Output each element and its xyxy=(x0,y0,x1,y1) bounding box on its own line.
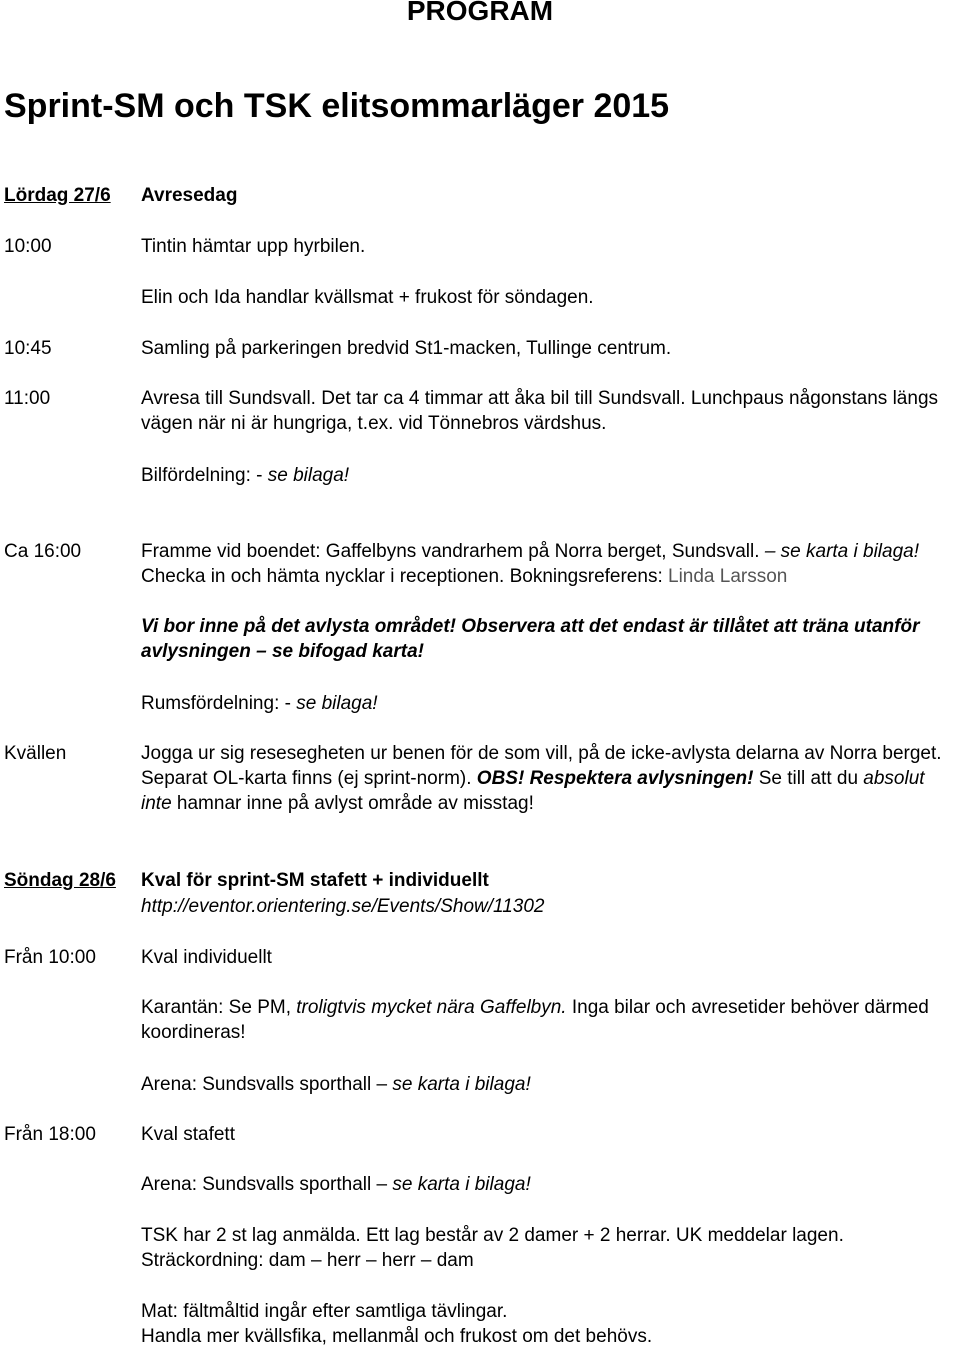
document-title: PROGRAM xyxy=(406,0,554,26)
attachment-reference: se bilaga! xyxy=(296,693,378,714)
notice-text: OBS! Respektera avlysningen! xyxy=(476,768,754,789)
entry-text: Handla mer kvällsfika, mellanmål och frukost om det behövs. xyxy=(141,1326,653,1347)
entry-text-part: Bilfördelning: - xyxy=(141,465,268,486)
entry-time: Kvällen xyxy=(4,743,67,764)
entry-time: 11:00 xyxy=(4,388,51,409)
entry-text-part: Checka in och hämta nycklar i receptionen. Bokningsreferens: xyxy=(141,566,668,587)
entry-text: Kval stafett xyxy=(141,1124,235,1145)
entry-text xyxy=(141,539,960,589)
entry-text-part: Karantän: Se PM, xyxy=(141,997,297,1018)
entry-text xyxy=(141,995,960,1045)
entry-text xyxy=(141,463,960,488)
entry-text: Sträckordning: dam – herr – herr – dam xyxy=(141,1250,474,1271)
emphasis-text: absolut inte xyxy=(141,768,925,814)
entry-text: TSK har 2 st lag anmälda. Ett lag består av 2 damer + 2 herrar. UK meddelar lagen. xyxy=(141,1225,844,1246)
map-reference: se karta i bilaga! xyxy=(392,1174,531,1195)
booking-reference: Linda Larsson xyxy=(668,566,788,587)
entry-text xyxy=(141,691,960,716)
entry-text-part: Framme vid boendet: Gaffelbyns vandrarhem på Norra berget, Sundsvall. xyxy=(141,541,765,562)
event-link[interactable]: http://eventor.orientering.se/Events/Show/11302 xyxy=(141,896,545,917)
day-title: Kval för sprint-SM stafett + individuellt xyxy=(141,870,489,891)
entry-text-part: Arena: Sundsvalls sporthall – xyxy=(141,1074,393,1095)
entry-text xyxy=(141,1072,960,1097)
warning-text: Vi bor inne på det avlysta området! Observera att det endast är tillåtet att träna utanför avlysningen – se bifogad karta! xyxy=(141,616,920,662)
entry-text: Kval individuellt xyxy=(141,947,272,968)
entry-time: 10:00 xyxy=(4,236,52,257)
entry-text: Avresa till Sundsvall. Det tar ca 4 timmar att åka bil till Sundsvall. Lunchpaus någonstans längs vägen när ni är hungriga, t.ex. vid Tönnebros värdshus. xyxy=(141,388,939,434)
entry-time: Från 18:00 xyxy=(4,1124,96,1145)
entry-text-part: Arena: Sundsvalls sporthall – xyxy=(141,1174,393,1195)
entry-text-part: Inga bilar och avresetider behöver därmed koordineras! xyxy=(141,997,929,1043)
entry-text: Tintin hämtar upp hyrbilen. xyxy=(141,236,366,257)
entry-text xyxy=(141,1172,960,1197)
day-date: Söndag 28/6 xyxy=(4,870,116,891)
entry-text: Samling på parkeringen bredvid St1-macken, Tullinge centrum. xyxy=(141,338,672,359)
day-title: Avresedag xyxy=(141,185,238,206)
entry-text-part: Se till att du xyxy=(753,768,864,789)
attachment-reference: se bilaga! xyxy=(267,465,350,486)
entry-time: Ca 16:00 xyxy=(4,541,82,562)
entry-text-part: Rumsfördelning: - xyxy=(141,693,297,714)
entry-text xyxy=(141,741,960,816)
entry-time: Från 10:00 xyxy=(4,947,96,968)
day-date: Lördag 27/6 xyxy=(4,185,111,206)
entry-text: Elin och Ida handlar kvällsmat + frukost för söndagen. xyxy=(141,287,594,308)
page-heading: Sprint-SM och TSK elitsommarläger 2015 xyxy=(4,87,670,125)
map-reference: – se karta i bilaga! xyxy=(764,541,920,562)
entry-text-part: hamnar inne på avlyst område av misstag! xyxy=(171,793,534,814)
entry-text-part: Jogga ur sig resesegheten ur benen för de som vill, på de icke-avlysta delarna av Norra berget. Separat OL-karta finns (ej sprint-norm). xyxy=(141,743,942,789)
map-reference: se karta i bilaga! xyxy=(392,1074,531,1095)
entry-time: 10:45 xyxy=(4,338,52,359)
emphasis-text: troligtvis mycket nära Gaffelbyn. xyxy=(296,997,567,1018)
entry-text: Mat: fältmåltid ingår efter samtliga tävlingar. xyxy=(141,1301,508,1322)
